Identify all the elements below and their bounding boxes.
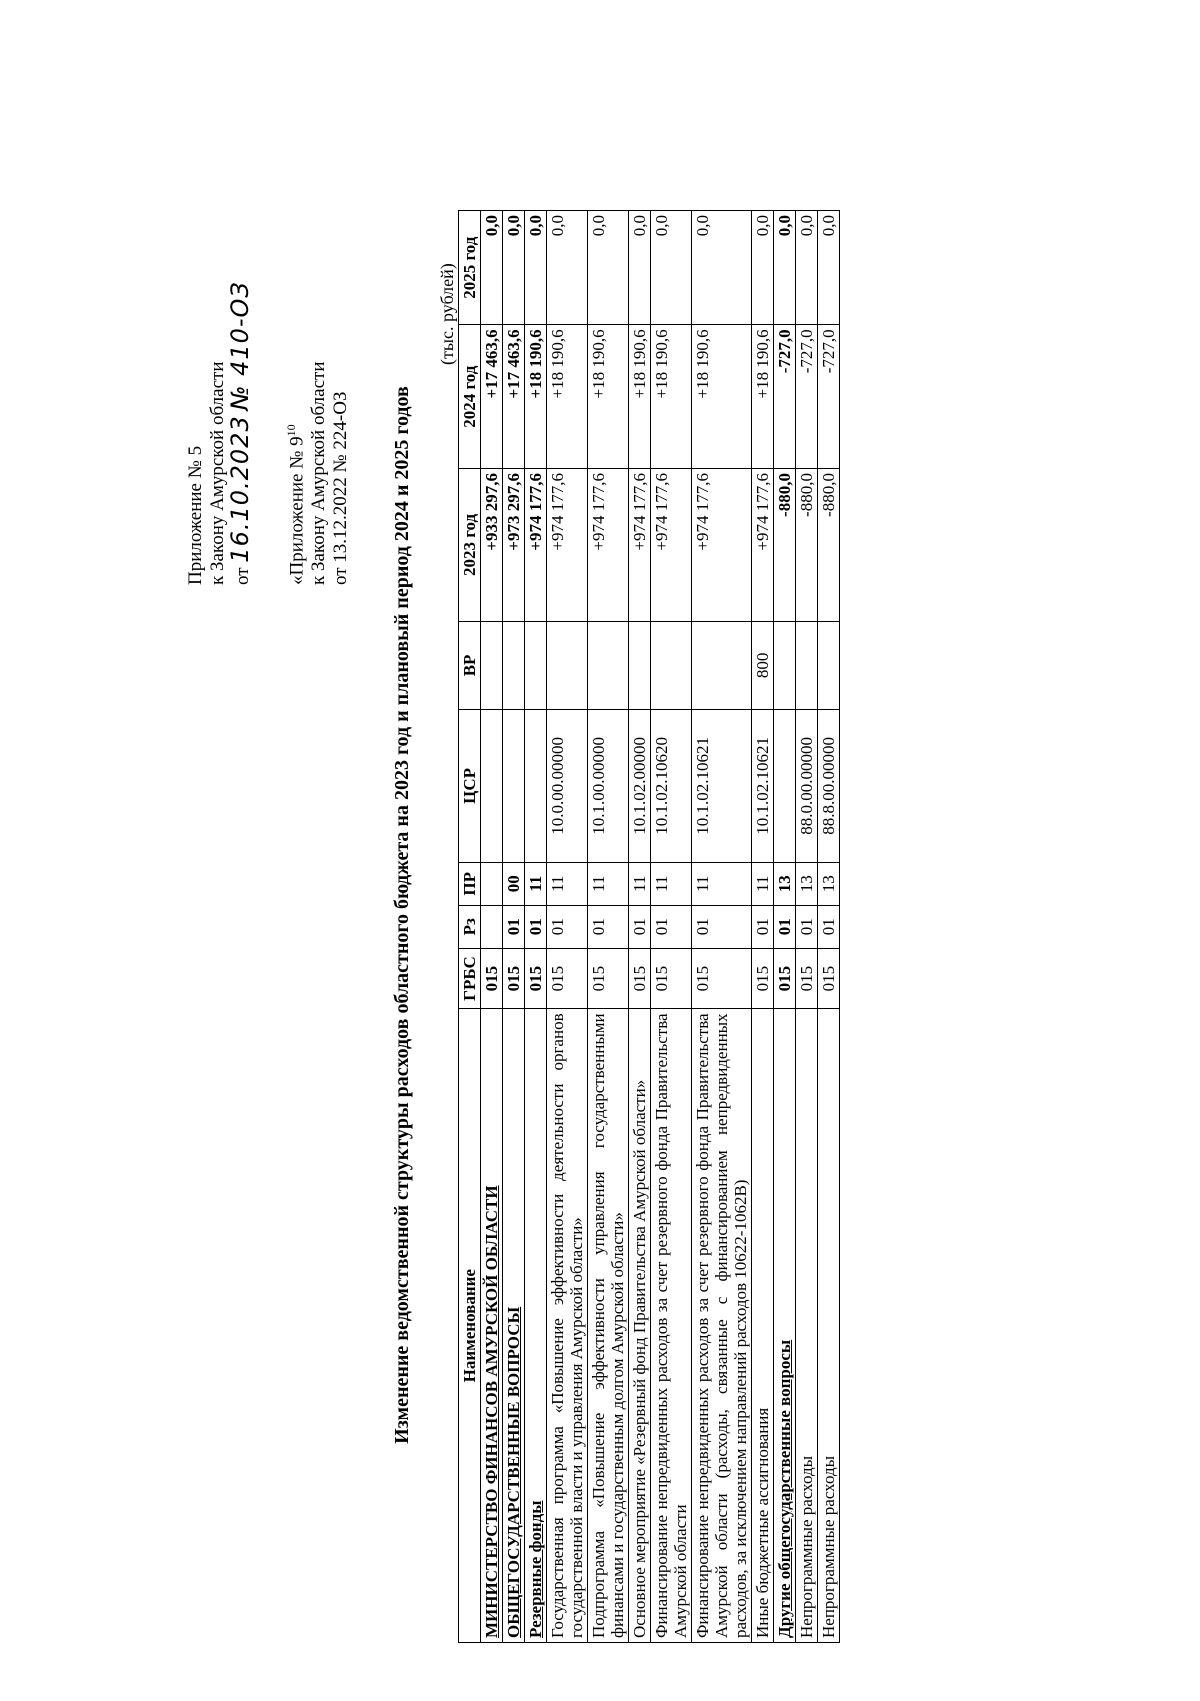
table-cell-pr: 11 xyxy=(651,862,692,905)
prev-appendix-text: «Приложение № 9 xyxy=(286,436,308,585)
table-cell-name: Другие общегосударственные вопросы xyxy=(774,1009,796,1643)
table-cell-y2024: +18 190,6 xyxy=(692,325,752,469)
table-body xyxy=(481,211,840,1643)
table-cell-rz: 01 xyxy=(774,905,796,948)
table-row xyxy=(503,211,525,1643)
table-cell-vr xyxy=(481,621,503,709)
table-cell-vr xyxy=(818,621,840,709)
table-cell-rz: 01 xyxy=(525,905,547,948)
table-cell-vr xyxy=(547,621,588,709)
column-header: 2023 год xyxy=(459,469,481,622)
table-cell-y2024: -727,0 xyxy=(796,325,818,469)
table-cell-name: Непрограммные расходы xyxy=(796,1009,818,1643)
table-cell-y2024: +17 463,6 xyxy=(503,325,525,469)
table-cell-csr: 10.1.02.10621 xyxy=(752,710,774,863)
table-cell-name: Непрограммные расходы xyxy=(818,1009,840,1643)
table-cell-y2025: 0,0 xyxy=(796,211,818,325)
table-cell-rz: 01 xyxy=(547,905,588,948)
table-row xyxy=(547,211,588,1643)
table-cell-rz: 01 xyxy=(796,905,818,948)
table-cell-vr xyxy=(651,621,692,709)
table-cell-y2025: 0,0 xyxy=(774,211,796,325)
table-cell-grbs: 015 xyxy=(547,948,588,1009)
table-cell-y2025: 0,0 xyxy=(692,211,752,325)
table-cell-pr: 11 xyxy=(588,862,629,905)
table-cell-csr: 10.0.00.00000 xyxy=(547,710,588,863)
table-cell-grbs: 015 xyxy=(796,948,818,1009)
table-cell-name: ОБЩЕГОСУДАРСТВЕННЫЕ ВОПРОСЫ xyxy=(503,1009,525,1643)
table-cell-name: Государственная программа «Повышение эффективности деятельности органов государственной власти и управления Амурской области» xyxy=(547,1009,588,1643)
table-cell-grbs: 015 xyxy=(481,948,503,1009)
previous-appendix-header xyxy=(280,362,352,586)
table-cell-name: Основное мероприятие «Резервный фонд Правительства Амурской области» xyxy=(629,1009,651,1643)
table-cell-y2025: 0,0 xyxy=(818,211,840,325)
table-cell-y2023: +974 177,6 xyxy=(629,469,651,622)
table-cell-pr: 11 xyxy=(547,862,588,905)
table-cell-grbs: 015 xyxy=(774,948,796,1009)
table-cell-rz: 01 xyxy=(752,905,774,948)
table-cell-y2025: 0,0 xyxy=(481,211,503,325)
table-cell-vr: 800 xyxy=(752,621,774,709)
table-cell-grbs: 015 xyxy=(588,948,629,1009)
table-cell-y2024: +18 190,6 xyxy=(547,325,588,469)
column-header: ЦСР xyxy=(459,710,481,863)
table-cell-name: Подпрограмма «Повышение эффективности управления государственными финансами и государственным долгом Амурской области» xyxy=(588,1009,629,1643)
table-cell-y2024: -727,0 xyxy=(818,325,840,469)
table-cell-grbs: 015 xyxy=(525,948,547,1009)
table-cell-rz: 01 xyxy=(503,905,525,948)
table-cell-pr: 11 xyxy=(525,862,547,905)
table-row xyxy=(796,211,818,1643)
table-row xyxy=(752,211,774,1643)
budget-table xyxy=(458,210,840,1643)
table-cell-y2024: +18 190,6 xyxy=(629,325,651,469)
table-row xyxy=(629,211,651,1643)
column-header: 2024 год xyxy=(459,325,481,469)
table-cell-y2025: 0,0 xyxy=(525,211,547,325)
table-cell-rz: 01 xyxy=(588,905,629,948)
law-date-line xyxy=(226,281,254,585)
table-cell-pr: 13 xyxy=(818,862,840,905)
table-row xyxy=(774,211,796,1643)
table-row xyxy=(692,211,752,1643)
table-header-row xyxy=(459,211,481,1643)
table-row xyxy=(481,211,503,1643)
table-cell-csr: 10.1.00.00000 xyxy=(588,710,629,863)
table-cell-pr: 11 xyxy=(752,862,774,905)
table-cell-csr: 88.8.00.00000 xyxy=(818,710,840,863)
table-cell-y2023: -880,0 xyxy=(818,469,840,622)
table-cell-y2025: 0,0 xyxy=(503,211,525,325)
table-cell-name: Финансирование непредвиденных расходов за счет резервного фонда Правительства Амурской области (расходы, связанные с финансированием непредвиденных расходов, за исключением направлений расходов 10622-1062В) xyxy=(692,1009,752,1643)
table-cell-vr xyxy=(525,621,547,709)
table-cell-csr xyxy=(774,710,796,863)
table-row xyxy=(588,211,629,1643)
table-cell-rz: 01 xyxy=(818,905,840,948)
table-cell-y2024: +17 463,6 xyxy=(481,325,503,469)
table-cell-y2023: +974 177,6 xyxy=(525,469,547,622)
table-cell-grbs: 015 xyxy=(503,948,525,1009)
table-row xyxy=(818,211,840,1643)
column-header: ПР xyxy=(459,862,481,905)
table-header xyxy=(459,211,481,1643)
table-cell-grbs: 015 xyxy=(818,948,840,1009)
table-cell-vr xyxy=(588,621,629,709)
table-cell-y2023: +974 177,6 xyxy=(651,469,692,622)
table-cell-pr: 11 xyxy=(629,862,651,905)
table-cell-pr: 13 xyxy=(796,862,818,905)
table-row xyxy=(651,211,692,1643)
document-title: Изменение ведомственной структуры расходов областного бюджета на 2023 год и плановый период 2024 и 2025 годов xyxy=(391,386,413,1444)
table-cell-name: Финансирование непредвиденных расходов за счет резервного фонда Правительства Амурской области xyxy=(651,1009,692,1643)
table-cell-grbs: 015 xyxy=(629,948,651,1009)
table-cell-pr: 13 xyxy=(774,862,796,905)
table-cell-y2023: +974 177,6 xyxy=(752,469,774,622)
handwritten-number: № 410-ОЗ xyxy=(226,281,254,411)
units-label: (тыс. рублей) xyxy=(437,263,457,365)
table-cell-csr xyxy=(503,710,525,863)
table-cell-csr: 10.1.02.00000 xyxy=(629,710,651,863)
table-cell-csr xyxy=(525,710,547,863)
table-cell-pr: 00 xyxy=(503,862,525,905)
table-cell-y2023: +973 297,6 xyxy=(503,469,525,622)
column-header: ВР xyxy=(459,621,481,709)
table-cell-name: Резервные фонды xyxy=(525,1009,547,1643)
date-prefix: от xyxy=(232,567,253,585)
table-cell-y2024: +18 190,6 xyxy=(525,325,547,469)
table-cell-name: МИНИСТЕРСТВО ФИНАНСОВ АМУРСКОЙ ОБЛАСТИ xyxy=(481,1009,503,1643)
table-cell-pr xyxy=(481,862,503,905)
table-cell-csr: 88.0.00.00000 xyxy=(796,710,818,863)
table-cell-rz: 01 xyxy=(692,905,752,948)
table-cell-vr xyxy=(629,621,651,709)
prev-appendix-label xyxy=(280,362,308,586)
table-cell-grbs: 015 xyxy=(651,948,692,1009)
table-cell-grbs: 015 xyxy=(752,948,774,1009)
appendix-header xyxy=(185,281,254,585)
appendix-label: Приложение № 5 xyxy=(185,445,206,585)
table-cell-y2024: +18 190,6 xyxy=(752,325,774,469)
table-cell-vr xyxy=(503,621,525,709)
rotated-page-content xyxy=(145,175,1105,1655)
table-cell-vr xyxy=(692,621,752,709)
table-cell-csr: 10.1.02.10620 xyxy=(651,710,692,863)
table-cell-y2023: +974 177,6 xyxy=(692,469,752,622)
table-cell-y2024: +18 190,6 xyxy=(651,325,692,469)
column-header: Наименование xyxy=(459,1009,481,1643)
table-cell-y2025: 0,0 xyxy=(629,211,651,325)
table-cell-y2025: 0,0 xyxy=(752,211,774,325)
table-cell-csr: 10.1.02.10621 xyxy=(692,710,752,863)
prev-law-date: от 13.12.2022 № 224-ОЗ xyxy=(330,391,352,585)
table-cell-y2024: +18 190,6 xyxy=(588,325,629,469)
column-header: 2025 год xyxy=(459,211,481,325)
table-cell-y2025: 0,0 xyxy=(651,211,692,325)
table-row xyxy=(525,211,547,1643)
table-cell-grbs: 015 xyxy=(692,948,752,1009)
table-cell-y2024: -727,0 xyxy=(774,325,796,469)
table-cell-pr: 11 xyxy=(692,862,752,905)
table-cell-y2023: -880,0 xyxy=(774,469,796,622)
table-cell-y2025: 0,0 xyxy=(588,211,629,325)
table-cell-y2023: +974 177,6 xyxy=(588,469,629,622)
table-cell-y2023: +974 177,6 xyxy=(547,469,588,622)
table-cell-rz: 01 xyxy=(629,905,651,948)
handwritten-date: 16.10.2023 xyxy=(226,415,254,563)
table-cell-vr xyxy=(774,621,796,709)
law-label: к Закону Амурской области xyxy=(207,361,228,585)
table-cell-rz xyxy=(481,905,503,948)
table-cell-y2023: -880,0 xyxy=(796,469,818,622)
column-header: ГРБС xyxy=(459,948,481,1009)
prev-appendix-sup: 10 xyxy=(284,424,298,437)
table-cell-rz: 01 xyxy=(651,905,692,948)
table-cell-y2025: 0,0 xyxy=(547,211,588,325)
table-cell-csr xyxy=(481,710,503,863)
table-cell-name: Иные бюджетные ассигнования xyxy=(752,1009,774,1643)
column-header: Рз xyxy=(459,905,481,948)
table-cell-vr xyxy=(796,621,818,709)
prev-law-label: к Закону Амурской области xyxy=(308,361,330,585)
table-cell-y2023: +933 297,6 xyxy=(481,469,503,622)
